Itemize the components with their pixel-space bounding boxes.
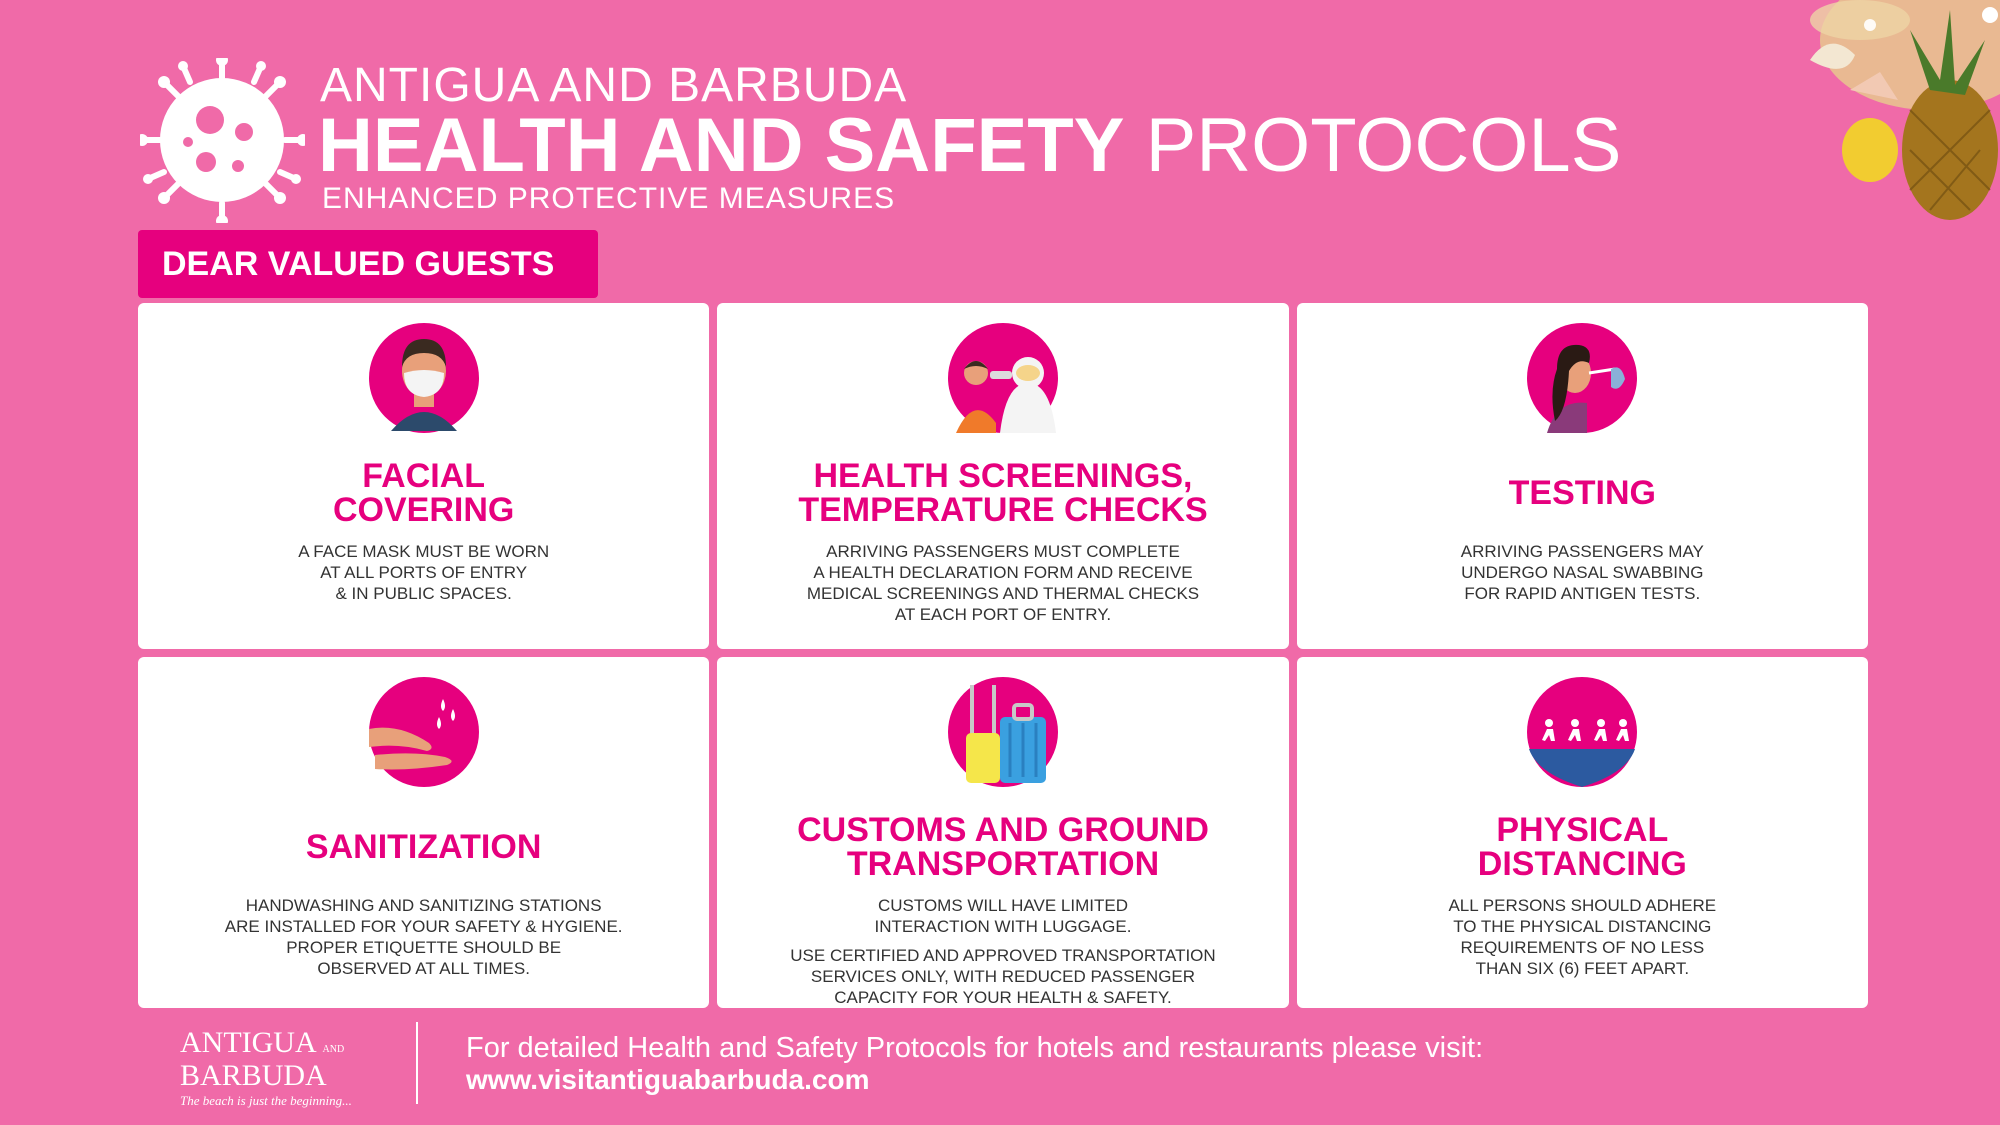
card-title: HEALTH SCREENINGS, TEMPERATURE CHECKS [798,457,1208,529]
title-light: PROTOCOLS [1145,103,1622,188]
title-bold: HEALTH AND SAFETY [318,103,1125,188]
card-customs-transportation [717,657,1288,1008]
protocol-grid [138,303,1868,1008]
beach-decoration-icon [1700,0,2000,240]
card-body: CUSTOMS WILL HAVE LIMITED INTERACTION WITH LUGGAGE. [874,896,1132,936]
card-testing [1297,303,1868,649]
card-facial-covering [138,303,709,649]
card-health-screenings [717,303,1288,649]
footer-text-block [466,1032,1483,1096]
card-body-secondary: USE CERTIFIED AND APPROVED TRANSPORTATION SERVICES ONLY, WITH REDUCED PASSENGER CAPACITY FOR YOUR HEALTH & SAFETY. [790,946,1216,1007]
logo-tagline: The beach is just the beginning... [180,1093,352,1108]
hand-sanitizer-icon [369,677,479,787]
card-body: HANDWASHING AND SANITIZING STATIONS ARE INSTALLED FOR YOUR SAFETY & HYGIENE. PROPER ETIQUETTE SHOULD BE OBSERVED AT ALL TIMES. [224,896,623,978]
card-body: ARRIVING PASSENGERS MUST COMPLETE A HEALTH DECLARATION FORM AND RECEIVE MEDICAL SCREENINGS AND THERMAL CHECKS AT EACH PORT OF ENTRY. [806,542,1200,624]
nasal-swab-icon [1527,323,1637,433]
logo-line2: BARBUDA [180,1059,327,1092]
footer-divider [416,1022,418,1104]
card-sanitization [138,657,709,1008]
card-title: FACIAL COVERING [332,457,515,529]
footer-message: For detailed Health and Safety Protocols for hotels and restaurants please visit: [466,1032,1484,1064]
face-mask-icon [369,323,479,433]
header-subtitle: ENHANCED PROTECTIVE MEASURES [322,182,896,215]
card-physical-distancing [1297,657,1868,1008]
header-line1: ANTIGUA AND BARBUDA [320,59,908,112]
logo-small: AND [322,1044,345,1055]
temperature-check-icon [948,323,1058,433]
card-title: SANITIZATION [305,828,542,866]
page-title [318,103,1622,188]
card-body: ALL PERSONS SHOULD ADHERE TO THE PHYSICAL DISTANCING REQUIREMENTS OF NO LESS THAN SIX (6) FEET APART. [1448,896,1717,978]
card-body: ARRIVING PASSENGERS MAY UNDERGO NASAL SWABBING FOR RAPID ANTIGEN TESTS. [1460,542,1704,603]
footer-link[interactable]: www.visitantiguabarbuda.com [466,1064,870,1095]
card-title: TESTING [1508,474,1656,512]
physical-distancing-icon [1527,677,1637,787]
luggage-icon [948,677,1058,787]
card-body: A FACE MASK MUST BE WORN AT ALL PORTS OF ENTRY & IN PUBLIC SPACES. [298,542,550,603]
card-title: PHYSICAL DISTANCING [1477,811,1687,883]
antigua-barbuda-logo[interactable] [180,1026,360,1108]
logo-line1: ANTIGUA [180,1026,315,1059]
card-title: CUSTOMS AND GROUND TRANSPORTATION [797,811,1209,883]
virus-icon [140,58,305,223]
dear-valued-guests-tab: DEAR VALUED GUESTS [138,230,598,298]
